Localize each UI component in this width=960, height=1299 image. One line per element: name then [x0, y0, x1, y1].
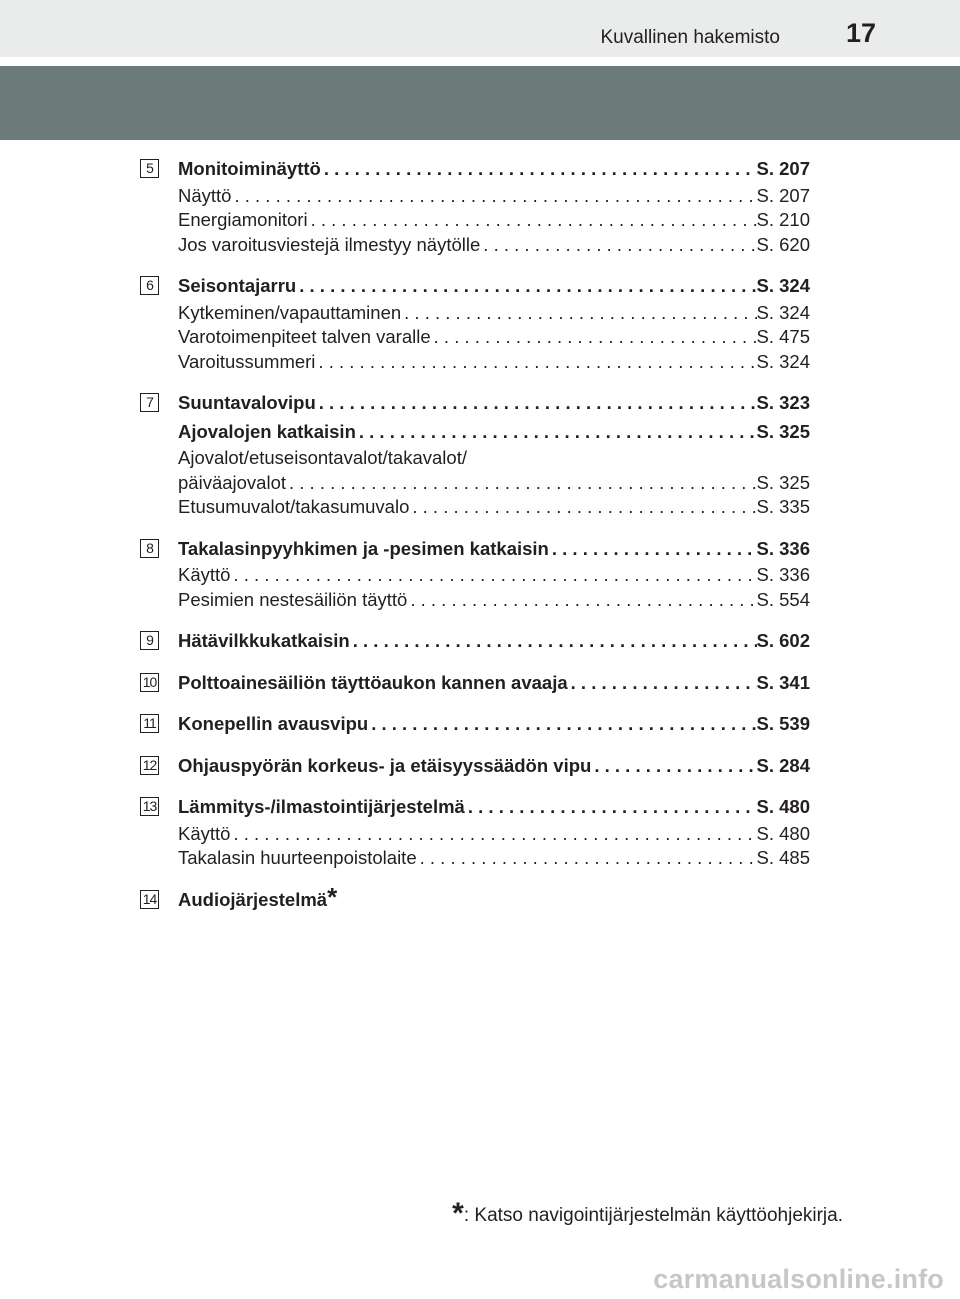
- index-entry[interactable]: [178, 822, 810, 847]
- item-number-badge: 5: [140, 159, 159, 178]
- section-title: Kuvallinen hakemisto: [600, 27, 780, 48]
- index-entry[interactable]: [178, 420, 810, 445]
- leader-dots: [417, 846, 757, 871]
- item-number-badge: 6: [140, 276, 159, 295]
- leader-dots: [431, 325, 757, 350]
- leader-dots: [409, 495, 756, 520]
- entry-label: Polttoainesäiliön täyttöaukon kannen avaaja: [178, 671, 568, 693]
- entry-label: Monitoiminäyttö: [178, 158, 321, 179]
- entry-label: Kytkeminen/vapauttaminen: [178, 301, 402, 323]
- leader-dots: [230, 822, 756, 847]
- page-reference[interactable]: S. 341: [756, 671, 810, 693]
- item-number-badge: 14: [140, 890, 159, 909]
- index-entry[interactable]: [178, 671, 810, 696]
- page-reference[interactable]: S. 284: [756, 754, 810, 776]
- leader-dots: [465, 795, 757, 820]
- index-group: [140, 881, 810, 913]
- item-number-badge: 12: [140, 756, 159, 775]
- index-entry[interactable]: [178, 301, 810, 326]
- page-reference[interactable]: S. 480: [756, 796, 810, 817]
- item-number-badge: 9: [140, 631, 159, 650]
- entry-label: Varotoimenpiteet talven varalle: [178, 326, 431, 347]
- entry-label: Hätävilkkukatkaisin: [178, 630, 350, 651]
- index-group: [140, 629, 810, 654]
- index-entry[interactable]: [178, 846, 810, 871]
- index-list: [140, 157, 810, 929]
- page-reference[interactable]: S. 475: [756, 326, 810, 347]
- page-reference[interactable]: S. 539: [756, 713, 810, 734]
- page-reference[interactable]: S. 207: [756, 184, 810, 206]
- leader-dots: [286, 471, 757, 496]
- leader-dots: [315, 350, 756, 375]
- page-reference[interactable]: S. 210: [756, 209, 810, 230]
- page-reference[interactable]: S. 324: [756, 301, 810, 323]
- page-reference[interactable]: S. 602: [756, 630, 810, 651]
- index-entry[interactable]: [178, 537, 810, 562]
- index-entry[interactable]: [178, 391, 810, 416]
- index-entry[interactable]: [178, 629, 810, 654]
- index-entry[interactable]: [178, 795, 810, 820]
- leader-dots: [568, 671, 757, 696]
- page-reference[interactable]: S. 325: [756, 471, 810, 493]
- leader-dots: [316, 391, 757, 416]
- leader-dots: [231, 184, 756, 209]
- leader-dots: [321, 157, 757, 182]
- entry-label: Käyttö: [178, 822, 231, 844]
- index-group: [140, 754, 810, 779]
- index-entry[interactable]: Audiojärjestelmä *: [178, 881, 338, 912]
- index-entry[interactable]: [178, 495, 810, 520]
- entry-label: Lämmitys-/ilmastointijärjestelmä: [178, 796, 465, 817]
- page-reference[interactable]: S. 336: [756, 537, 810, 559]
- leader-dots: [549, 537, 757, 562]
- watermark: carmanualsonline.info: [653, 1264, 944, 1294]
- index-entry[interactable]: [178, 471, 810, 496]
- index-entry[interactable]: [178, 325, 810, 350]
- item-number-badge: 13: [140, 797, 159, 816]
- item-number-badge: 7: [140, 393, 159, 412]
- entry-label: Etusumuvalot/takasumuvalo: [178, 496, 410, 517]
- index-group: [140, 795, 810, 871]
- index-entry[interactable]: [178, 184, 810, 209]
- entry-label: päiväajovalot: [178, 471, 286, 493]
- entry-label: Ajovalojen katkaisin: [178, 420, 356, 442]
- entry-label: Takalasinpyyhkimen ja -pesimen katkaisin: [178, 537, 549, 559]
- entry-label: Käyttö: [178, 564, 231, 585]
- leader-dots: [356, 420, 757, 445]
- index-entry[interactable]: [178, 233, 810, 258]
- leader-dots: [407, 588, 756, 613]
- index-entry[interactable]: [178, 350, 810, 375]
- item-number-badge: 10: [140, 673, 159, 692]
- page-number: 17: [846, 18, 877, 48]
- item-number-badge: 8: [140, 539, 159, 558]
- page-reference[interactable]: S. 620: [756, 233, 810, 255]
- leader-dots: [350, 629, 757, 654]
- leader-dots: [480, 233, 756, 258]
- leader-dots: [591, 754, 756, 779]
- page-reference[interactable]: S. 324: [756, 275, 810, 296]
- page-reference[interactable]: S. 485: [756, 847, 810, 868]
- footnote: [452, 1197, 843, 1231]
- entry-label: Varoitussummeri: [178, 350, 316, 372]
- index-group: [140, 274, 810, 374]
- page-reference[interactable]: S. 207: [756, 158, 810, 179]
- entry-label: Seisontajarru: [178, 275, 297, 296]
- page-reference[interactable]: S. 336: [756, 564, 810, 585]
- index-group: [140, 157, 810, 257]
- page-reference[interactable]: S. 554: [756, 588, 810, 610]
- entry-label: Jos varoitusviestejä ilmestyy näytölle: [178, 233, 481, 255]
- index-group: [140, 671, 810, 696]
- entry-label-line: Ajovalot/etuseisontavalot/takavalot/: [178, 447, 467, 468]
- entry-label: Takalasin huurteenpoistolaite: [178, 847, 417, 868]
- index-entry[interactable]: [178, 712, 810, 737]
- page-reference[interactable]: S. 324: [756, 350, 810, 372]
- page-reference[interactable]: S. 480: [756, 822, 810, 844]
- index-entry[interactable]: [178, 274, 810, 299]
- index-entry[interactable]: [178, 588, 810, 613]
- item-number-badge: 11: [140, 714, 159, 733]
- index-group: [140, 537, 810, 613]
- entry-label: Pesimien nestesäiliön täyttö: [178, 588, 408, 610]
- index-entry[interactable]: [178, 208, 810, 233]
- header-band: [0, 66, 960, 140]
- page-reference[interactable]: S. 335: [756, 496, 810, 517]
- entry-label: Energiamonitori: [178, 209, 308, 230]
- leader-dots: [368, 712, 756, 737]
- footnote-text: : Katso navigointijärjestelmän käyttöohjekirja.: [463, 1205, 843, 1226]
- leader-dots: [308, 208, 757, 233]
- page-reference[interactable]: S. 323: [756, 392, 810, 413]
- entry-label: Näyttö: [178, 184, 232, 206]
- index-entry[interactable]: [178, 563, 810, 588]
- footnote-star: *: [452, 1197, 464, 1230]
- index-entry[interactable]: [178, 157, 810, 182]
- page-header: [0, 0, 960, 57]
- entry-label: Suuntavalovipu: [178, 392, 316, 413]
- leader-dots: [401, 301, 756, 326]
- index-group: [140, 391, 810, 520]
- entry-label: Ohjauspyörän korkeus- ja etäisyyssäädön vipu: [178, 754, 592, 776]
- leader-dots: [230, 563, 756, 588]
- leader-dots: [296, 274, 756, 299]
- index-group: [140, 712, 810, 737]
- entry-label: Konepellin avausvipu: [178, 713, 369, 734]
- page-reference[interactable]: S. 325: [756, 420, 810, 442]
- index-entry[interactable]: [178, 754, 810, 779]
- entry-label: Audiojärjestelmä: [178, 888, 328, 910]
